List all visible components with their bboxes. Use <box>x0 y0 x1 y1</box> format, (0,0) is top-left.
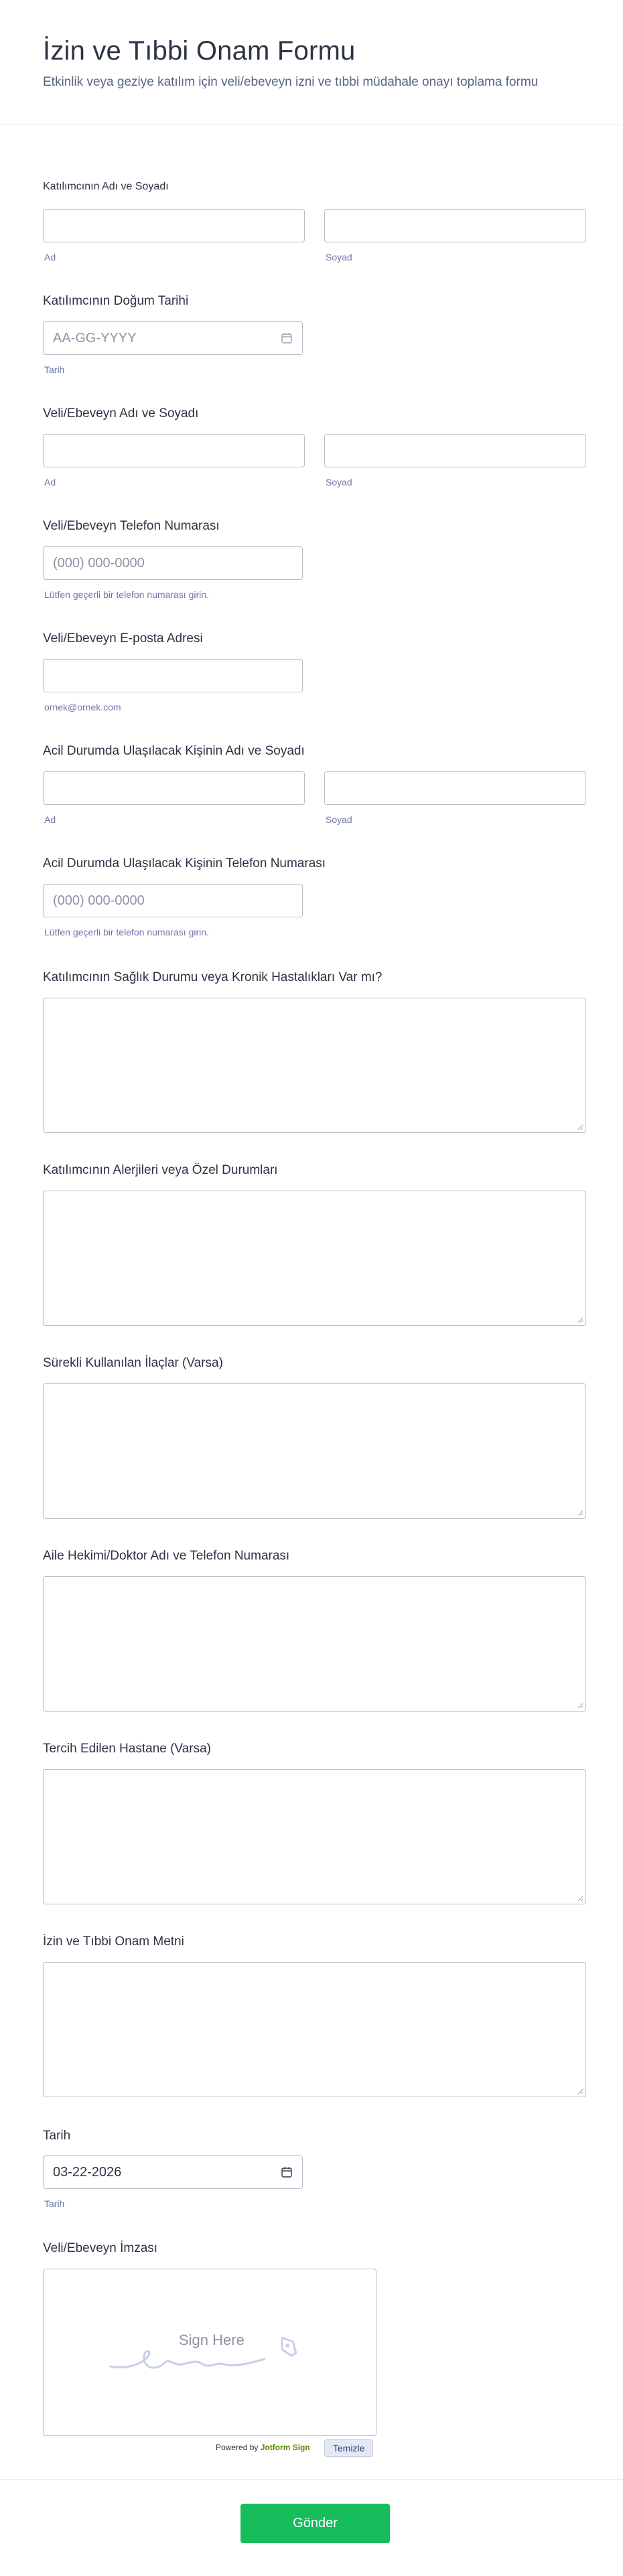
signature-label: Veli/Ebeveyn İmzası <box>43 2241 158 2255</box>
emergency-phone-placeholder: (000) 000-0000 <box>53 893 145 908</box>
birth-date-sublabel: Tarih <box>44 364 65 375</box>
allergies-textarea[interactable] <box>43 1191 586 1326</box>
date-label: Tarih <box>43 2129 71 2143</box>
participant-name-label: Katılımcının Adı ve Soyadı <box>43 181 169 192</box>
participant-first-name-sublabel: Ad <box>44 252 56 262</box>
allergies-label: Katılımcının Alerjileri veya Özel Durumları <box>43 1163 278 1177</box>
medications-textarea[interactable] <box>43 1383 586 1519</box>
signature-pad[interactable] <box>43 2269 376 2436</box>
form-subtitle: Etkinlik veya geziye katılım için veli/ebeveyn izni ve tıbbi müdahale onayı toplama formu <box>43 75 539 89</box>
emergency-last-name-sublabel: Soyad <box>326 814 352 825</box>
resize-handle-icon[interactable] <box>577 1895 583 1902</box>
date-value: 03-22-2026 <box>53 2164 122 2180</box>
clear-signature-button[interactable]: Temizle <box>324 2439 373 2457</box>
participant-first-name-input[interactable] <box>43 209 305 242</box>
emergency-phone-input[interactable] <box>43 884 303 917</box>
resize-handle-icon[interactable] <box>577 2088 583 2095</box>
powered-by-text <box>216 2443 310 2452</box>
signature-placeholder: Sign Here <box>179 2332 245 2348</box>
parent-phone-label: Veli/Ebeveyn Telefon Numarası <box>43 519 220 533</box>
parent-phone-input[interactable] <box>43 546 303 580</box>
birth-date-input[interactable] <box>43 321 303 355</box>
calendar-icon[interactable] <box>281 2166 293 2178</box>
parent-name-label: Veli/Ebeveyn Adı ve Soyadı <box>43 406 199 421</box>
date-input[interactable] <box>43 2155 303 2189</box>
form-header <box>0 0 623 125</box>
parent-last-name-sublabel: Soyad <box>326 477 352 487</box>
emergency-first-name-input[interactable] <box>43 771 305 805</box>
jotform-sign-brand[interactable]: Jotform Sign <box>260 2443 310 2452</box>
resize-handle-icon[interactable] <box>577 1702 583 1709</box>
medications-label: Sürekli Kullanılan İlaçlar (Varsa) <box>43 1356 223 1370</box>
health-label: Katılımcının Sağlık Durumu veya Kronik Hastalıkları Var mı? <box>43 970 383 984</box>
parent-last-name-input[interactable] <box>324 434 586 467</box>
parent-first-name-input[interactable] <box>43 434 305 467</box>
emergency-phone-sublabel: Lütfen geçerli bir telefon numarası girin. <box>44 927 209 937</box>
footer-divider <box>0 2479 623 2480</box>
participant-last-name-input[interactable] <box>324 209 586 242</box>
parent-phone-sublabel: Lütfen geçerli bir telefon numarası girin. <box>44 589 209 600</box>
emergency-phone-label: Acil Durumda Ulaşılacak Kişinin Telefon Numarası <box>43 856 326 870</box>
submit-button[interactable]: Gönder <box>240 2504 390 2543</box>
emergency-last-name-input[interactable] <box>324 771 586 805</box>
powered-by-prefix: Powered by <box>216 2443 259 2452</box>
health-textarea[interactable] <box>43 998 586 1133</box>
emergency-name-label: Acil Durumda Ulaşılacak Kişinin Adı ve Soyadı <box>43 744 305 758</box>
doctor-label: Aile Hekimi/Doktor Adı ve Telefon Numarası <box>43 1549 290 1563</box>
resize-handle-icon[interactable] <box>577 1316 583 1323</box>
parent-email-input[interactable] <box>43 659 303 692</box>
consent-text-textarea[interactable] <box>43 1962 586 2097</box>
calendar-icon[interactable] <box>281 332 293 344</box>
birth-date-label: Katılımcının Doğum Tarihi <box>43 294 189 308</box>
parent-first-name-sublabel: Ad <box>44 477 56 487</box>
parent-email-label: Veli/Ebeveyn E-posta Adresi <box>43 631 203 646</box>
hospital-textarea[interactable] <box>43 1769 586 1904</box>
doctor-textarea[interactable] <box>43 1576 586 1712</box>
resize-handle-icon[interactable] <box>577 1509 583 1516</box>
parent-email-sublabel: ornek@ornek.com <box>44 702 121 712</box>
consent-text-label: İzin ve Tıbbi Onam Metni <box>43 1935 184 1949</box>
form-title: İzin ve Tıbbi Onam Formu <box>43 36 356 66</box>
hospital-label: Tercih Edilen Hastane (Varsa) <box>43 1742 211 1756</box>
signature-scribble-icon <box>109 2330 310 2376</box>
birth-date-placeholder: AA-GG-YYYY <box>53 330 137 346</box>
participant-last-name-sublabel: Soyad <box>326 252 352 262</box>
emergency-first-name-sublabel: Ad <box>44 814 56 825</box>
parent-phone-placeholder: (000) 000-0000 <box>53 555 145 571</box>
date-sublabel: Tarih <box>44 2198 65 2209</box>
resize-handle-icon[interactable] <box>577 1124 583 1130</box>
